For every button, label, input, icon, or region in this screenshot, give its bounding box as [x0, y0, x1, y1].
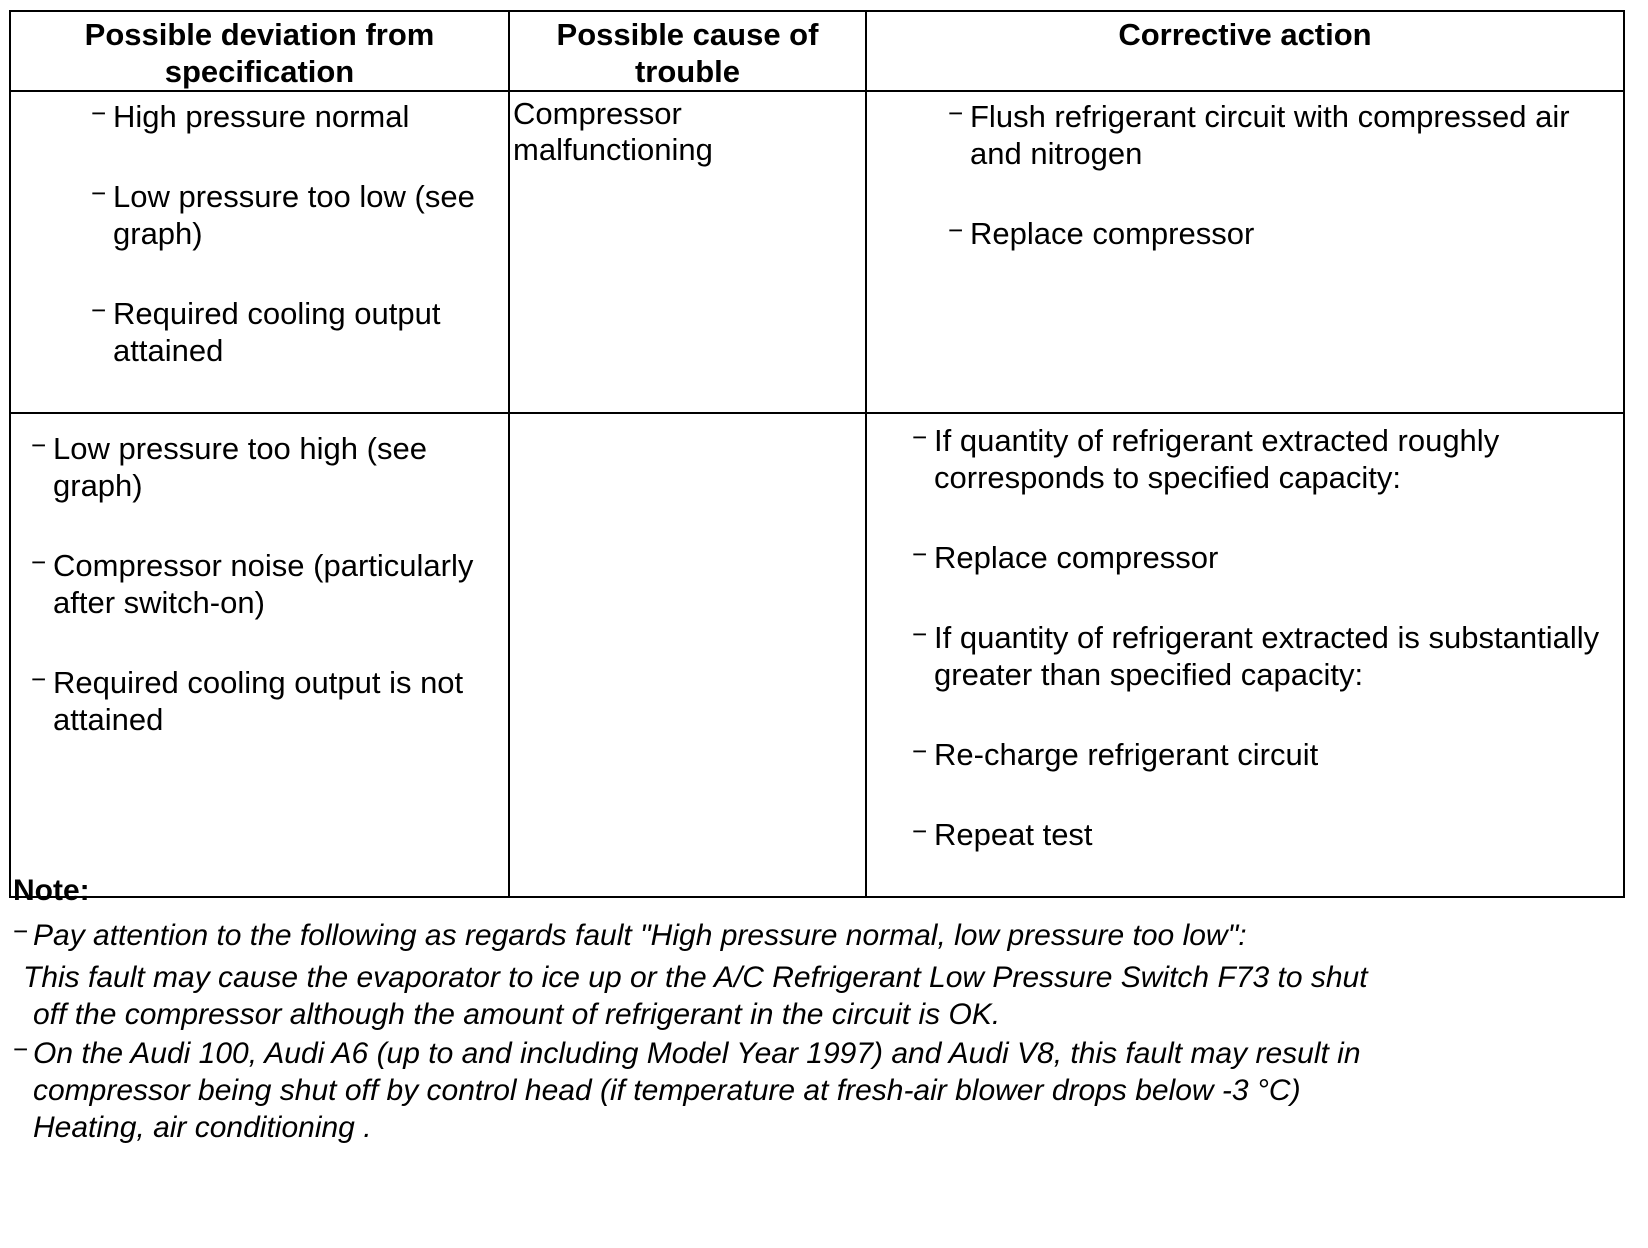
deviation-cell: [10, 413, 509, 897]
list-item: − High pressure normal: [113, 98, 508, 135]
header-deviation: Possible deviation from specification: [10, 11, 509, 91]
note-item-detail: [13, 959, 1613, 1033]
list-item: − If quantity of refrigerant extracted roughly corresponds to specified capacity:: [934, 422, 1623, 496]
header-action: Corrective action: [866, 11, 1624, 91]
dash-bullet-icon: −: [91, 295, 107, 325]
note-item: [13, 917, 1613, 954]
deviation-cell: [10, 91, 509, 413]
list-item: − Re-charge refrigerant circuit: [934, 736, 1623, 773]
dash-bullet-icon: −: [912, 539, 928, 569]
note-section: [13, 872, 1613, 1146]
cause-text: Compressor malfunctioning: [513, 96, 713, 167]
list-item: − Flush refrigerant circuit with compressed air and nitrogen: [970, 98, 1623, 172]
note-item-text: Heating, air conditioning .: [33, 1111, 372, 1144]
dash-bullet-icon: −: [31, 547, 47, 577]
list-item: − If quantity of refrigerant extracted is substantially greater than specified capacity:: [934, 619, 1623, 693]
note-title: Note:: [13, 874, 90, 907]
dash-bullet-icon: −: [31, 430, 47, 460]
dash-bullet-icon: −: [13, 1034, 29, 1064]
list-item: − Required cooling output attained: [113, 295, 508, 369]
dash-bullet-icon: −: [948, 215, 964, 245]
table-row: [10, 413, 1624, 897]
list-item: − Replace compressor: [934, 539, 1623, 576]
table-header-row: [10, 11, 1624, 91]
list-item: − Replace compressor: [970, 215, 1623, 252]
cause-cell: [509, 413, 866, 897]
dash-bullet-icon: −: [912, 736, 928, 766]
list-item: − Repeat test: [934, 816, 1623, 853]
dash-bullet-icon: −: [13, 916, 29, 946]
note-item: [13, 1035, 1613, 1146]
troubleshooting-table: [9, 10, 1625, 898]
cause-cell: [509, 91, 866, 413]
list-item: − Low pressure too low (see graph): [113, 178, 508, 252]
action-cell: [866, 91, 1624, 413]
table-row: [10, 91, 1624, 413]
note-item-text: On the Audi 100, Audi A6 (up to and including Model Year 1997) and Audi V8, this fault may result in: [33, 1037, 1361, 1070]
dash-bullet-icon: −: [91, 98, 107, 128]
cause-text: [510, 414, 865, 418]
dash-bullet-icon: −: [31, 664, 47, 694]
note-detail-line: off the compressor although the amount of refrigerant in the circuit is OK.: [33, 998, 1001, 1031]
dash-bullet-icon: −: [948, 98, 964, 128]
dash-bullet-icon: −: [912, 422, 928, 452]
dash-bullet-icon: −: [91, 178, 107, 208]
note-item-text: compressor being shut off by control head (if temperature at fresh-air blower drops below -3 °C): [33, 1074, 1301, 1107]
action-cell: [866, 413, 1624, 897]
list-item: − Required cooling output is not attained: [53, 664, 508, 738]
dash-bullet-icon: −: [912, 619, 928, 649]
dash-bullet-icon: −: [912, 816, 928, 846]
note-item-text: Pay attention to the following as regards fault "High pressure normal, low pressure too low":: [33, 919, 1247, 952]
list-item: − Compressor noise (particularly after switch-on): [53, 547, 508, 621]
note-detail-line: This fault may cause the evaporator to ice up or the A/C Refrigerant Low Pressure Switch F73 to shut: [23, 961, 1368, 994]
header-cause: Possible cause of trouble: [509, 11, 866, 91]
list-item: − Low pressure too high (see graph): [53, 430, 508, 504]
